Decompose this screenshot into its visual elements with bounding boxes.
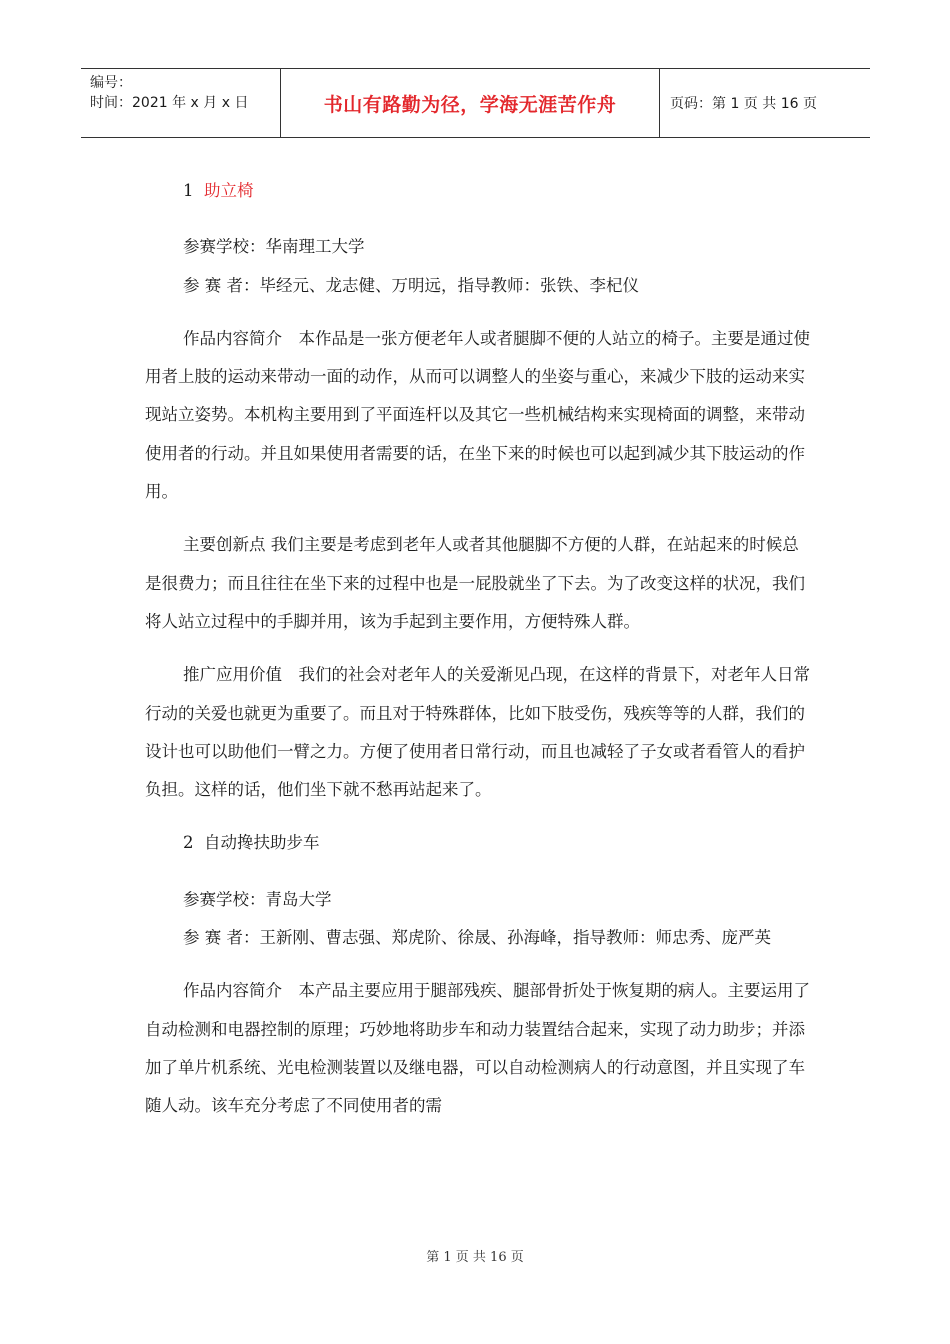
section-1-innovation: 主要创新点 我们主要是考虑到老年人或者其他腿脚不方便的人群，在站起来的时候总是很费力；而且往往在坐下来的过程中也是一屁股就坐了下去。为了改变这样的状况，我们将人站立过程中的手脚并用，该为手起到主要作用，方便特殊人群。 (145, 535, 805, 631)
section-1-school: 参赛学校：华南理工大学 (183, 237, 365, 257)
section-1-members: 参 赛 者：毕经元、龙志健、万明远，指导教师：张铁、李杞仪 (183, 275, 639, 295)
section-1-title: 助立椅 (204, 181, 254, 200)
section-2-number: 2 (183, 833, 194, 853)
number-label: 编号： (90, 75, 132, 91)
section-2-heading (145, 824, 815, 862)
header-meta (81, 69, 281, 137)
section-1-number: 1 (183, 181, 194, 200)
section-1-value: 推广应用价值 我们的社会对老年人的关爱渐见凸现，在这样的背景下，对老年人日常行动的关爱也就更为重要了。而且对于特殊群体，比如下肢受伤，残疾等等的人群，我们的设计也可以助他们一臂之力。方便了使用者日常行动，而且也减轻了子女或者看管人的看护负担。这样的话，他们坐下就不愁再站起来了。 (145, 665, 810, 800)
section-1-intro: 作品内容简介 本作品是一张方便老年人或者腿脚不便的人站立的椅子。主要是通过使用者上肢的运动来带动一面的动作，从而可以调整人的坐姿与重心，来减少下肢的运动来实现站立姿势。本机构主要用到了平面连杆以及其它一些机械结构来实现椅面的调整，来带动使用者的行动。并且如果使用者需要的话，在坐下来的时候也可以起到减少其下肢运动的作用。 (145, 328, 810, 502)
page-footer: 第 1 页 共 16 页 (426, 1250, 524, 1265)
time-label: 时间：2021 年 x 月 x 日 (90, 95, 249, 111)
section-1-heading (145, 172, 815, 210)
document-body (145, 172, 815, 1126)
header-motto: 书山有路勤为径，学海无涯苦作舟 (281, 69, 660, 137)
header-page-info: 页码：第 1 页 共 16 页 (670, 96, 817, 112)
section-2-school: 参赛学校：青岛大学 (183, 889, 332, 909)
page-header (81, 68, 870, 138)
section-2-title: 自动搀扶助步车 (204, 833, 320, 853)
section-2-members: 参 赛 者：王新刚、曹志强、郑虎阶、徐晟、孙海峰，指导教师：师忠秀、庞严英 (183, 928, 771, 948)
section-2-intro: 作品内容简介 本产品主要应用于腿部残疾、腿部骨折处于恢复期的病人。主要运用了自动检测和电器控制的原理；巧妙地将助步车和动力装置结合起来，实现了动力助步；并添加了单片机系统、光电检测装置以及继电器，可以自动检测病人的行动意图，并且实现了车随人动。该车充分考虑了不同使用者的需 (145, 981, 810, 1116)
